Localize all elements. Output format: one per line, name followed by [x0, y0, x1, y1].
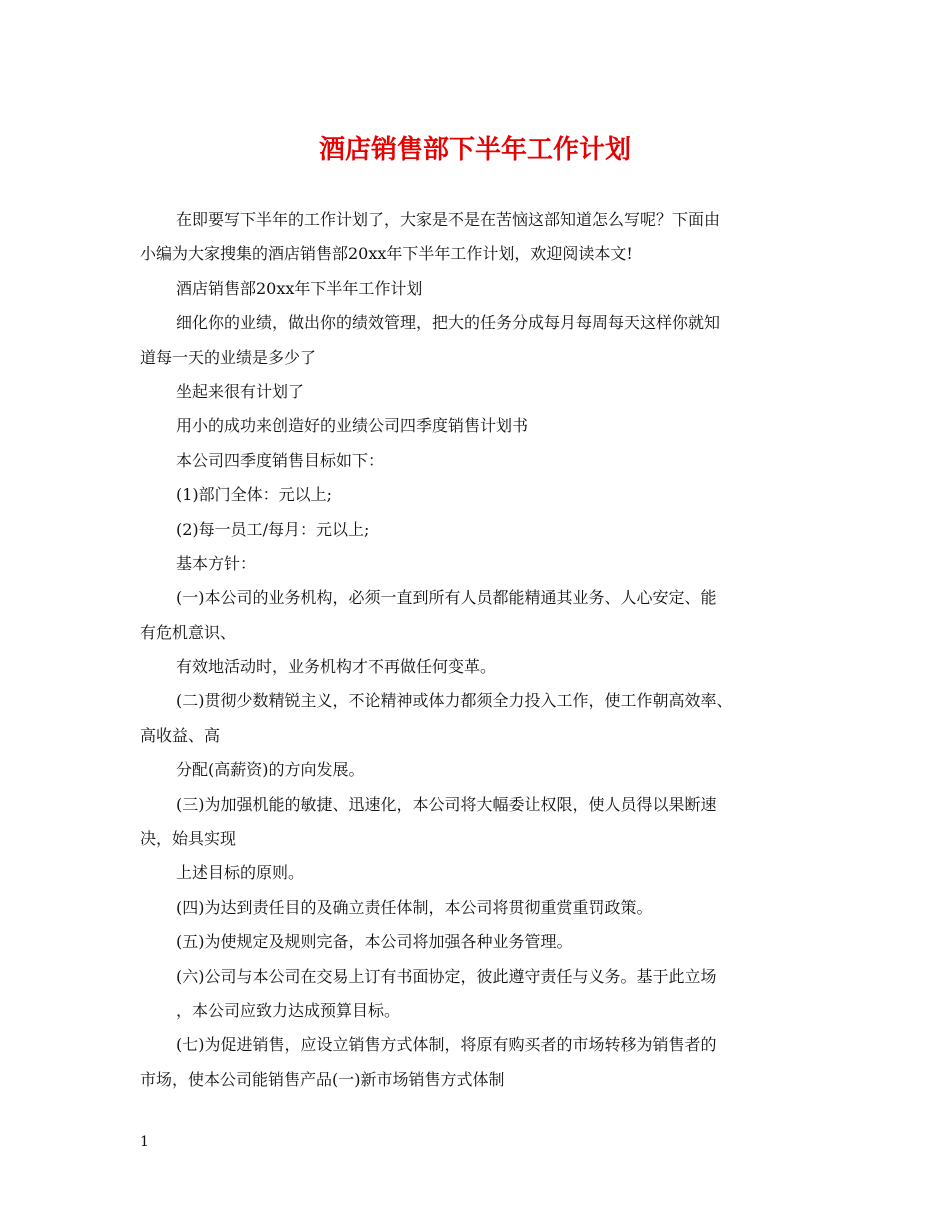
paragraph-line: 坐起来很有计划了 [176, 381, 305, 401]
document-title: 酒店销售部下半年工作计划 [318, 135, 631, 165]
paragraph-line: 市场，使本公司能销售产品(一)新市场销售方式体制 [140, 1069, 505, 1089]
paragraph-line: 分配(高薪资)的方向发展。 [176, 760, 365, 780]
page-number: 1 [140, 1134, 149, 1150]
paragraph-line: (二)贯彻少数精锐主义，不论精神或体力都须全力投入工作，使工作朝高效率、 [176, 691, 733, 711]
paragraph-line: (七)为促进销售，应设立销售方式体制，将原有购买者的市场转移为销售者的 [176, 1035, 717, 1055]
paragraph-line: (一)本公司的业务机构，必须一直到所有人员都能精通其业务、人心安定、能 [176, 588, 717, 608]
paragraph-line: 决，始具实现 [140, 829, 237, 849]
paragraph-line: 细化你的业绩，做出你的绩效管理，把大的任务分成每月每周每天这样你就知 [176, 313, 721, 333]
paragraph-line: 上述目标的原则。 [176, 863, 305, 883]
paragraph-line: (2)每一员工/每月：元以上; [176, 519, 370, 539]
paragraph-line: 道每一天的业绩是多少了 [140, 347, 317, 367]
paragraph-line: (六)公司与本公司在交易上订有书面协定，彼此遵守责任与义务。基于此立场 [176, 966, 717, 986]
paragraph-line: 酒店销售部20xx年下半年工作计划 [176, 278, 423, 298]
paragraph-line: (五)为使规定及规则完备，本公司将加强各种业务管理。 [176, 932, 573, 952]
paragraph-line: (三)为加强机能的敏捷、迅速化，本公司将大幅委让权限，使人员得以果断速 [176, 794, 717, 814]
paragraph-line: (四)为达到责任目的及确立责任体制，本公司将贯彻重赏重罚政策。 [176, 897, 653, 917]
paragraph-line: 本公司四季度销售目标如下： [176, 450, 385, 470]
paragraph-line: 小编为大家搜集的酒店销售部20xx年下半年工作计划，欢迎阅读本文! [140, 244, 633, 264]
paragraph-line: 用小的成功来创造好的业绩公司四季度销售计划书 [176, 416, 529, 436]
document-body [140, 203, 820, 1097]
paragraph-line: ，本公司应致力达成预算目标。 [176, 1000, 401, 1020]
paragraph-line: 在即要写下半年的工作计划了，大家是不是在苦恼这部知道怎么写呢？下面由 [176, 210, 721, 229]
paragraph-line: 高收益、高 [140, 725, 221, 745]
paragraph-line: 基本方针： [176, 553, 257, 573]
paragraph-line: (1)部门全体：元以上; [176, 485, 333, 505]
paragraph-line: 有危机意识、 [140, 622, 237, 642]
paragraph-line: 有效地活动时，业务机构才不再做任何变革。 [176, 657, 497, 677]
